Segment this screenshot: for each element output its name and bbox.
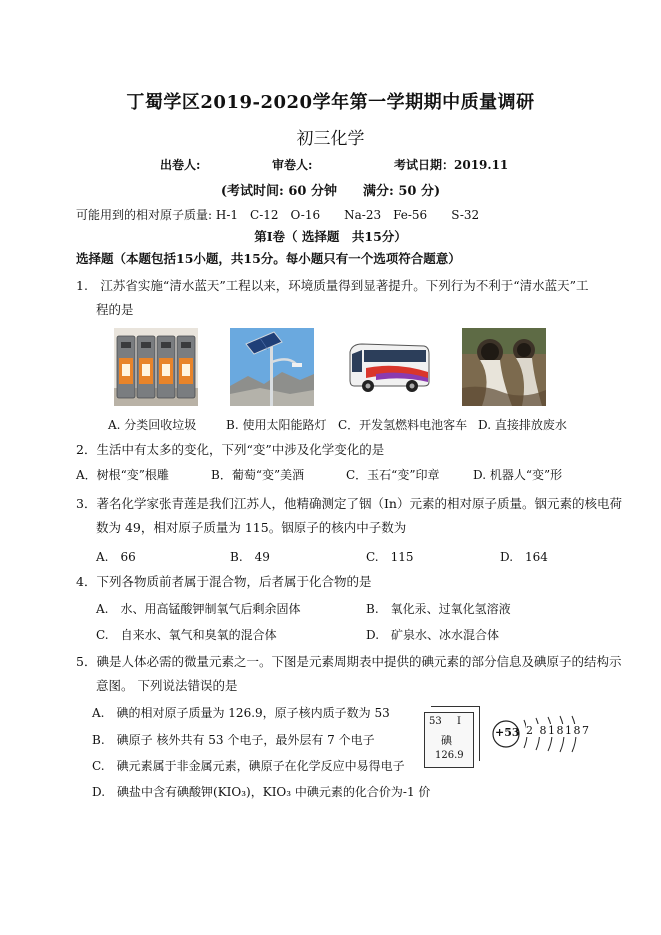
q3-stem-line2: 数为 49，相对原子质量为 115。铟原子的核内中子数为 [96,520,407,535]
q4-option-b: B. 氧化汞、过氧化氢溶液 [366,602,511,616]
element-name: 碘 [441,734,452,747]
q4-option-d: D. 矿泉水、冰水混合体 [366,628,500,642]
subject-title: 初三化学 [296,129,365,149]
q1-option-d: D. 直接排放废水 [478,418,567,432]
author-label: 出卷人: [160,158,201,172]
q5-option-c: C. 碘元素属于非金属元素，碘原子在化学反应中易得电子 [92,759,405,773]
q3-option-c: C. 115 [366,550,414,564]
atomic-mass: 126.9 [435,750,464,761]
section-instructions: 选择题（本题包括15小题，共15分。每小题只有一个选项符合题意） [76,251,461,266]
q2-option-b: B．葡萄“变”美酒 [211,468,305,482]
q2-option-a: A．树根“变”根雕 [76,468,169,482]
q3-option-b: B. 49 [230,550,270,564]
q4-option-a: A. 水、用高锰酸钾制氧气后剩余固体 [96,602,301,616]
q1-stem-line2: 程的是 [96,302,134,317]
solar-street-lamp-image [230,328,314,406]
q3-stem-line1: 3．著名化学家张青莲是我们江苏人，他精确测定了铟（In）元素的相对原子质量。铟元素的核电荷 [76,496,622,511]
q1-stem-line1: 1. 江苏省实施“清水蓝天”工程以来，环境质量得到显著提升。下列行为不利于“清水蓝天”工 [76,278,589,293]
q5-option-b: B. 碘原子 核外共有 53 个电子，最外层有 7 个电子 [92,733,375,747]
q5-option-a: A. 碘的相对原子质量为 126.9，原子核内质子数为 53 [92,706,390,720]
q2-option-c: C．玉石“变”印章 [346,468,440,482]
q5-stem-line2: 意图。 下列说法错误的是 [96,678,238,693]
element-symbol: I [457,716,461,727]
q5-stem-line1: 5．碘是人体必需的微量元素之一。下图是元素周期表中提供的碘元素的部分信息及碘原子的结构示 [76,654,622,669]
q5-option-d: D. 碘盐中含有碘酸钾(KIO₃)，KIO₃ 中碘元素的化合价为-1 价 [92,785,431,799]
electron-shells: 2 818187 [526,724,591,737]
iodine-element-card [424,712,474,768]
atomic-number: 53 [429,716,442,727]
exam-title: 丁蜀学区2019-2020学年第一学期期中质量调研 [126,92,535,113]
exam-date: 考试日期：2019.11 [394,158,509,172]
exam-info: (考试时间: 60 分钟 满分: 50 分) [220,184,441,199]
q1-option-c: C．开发氢燃料电池客车 [338,418,468,432]
iodine-atom-structure-diagram [492,712,591,756]
q4-option-c: C. 自来水、氧气和臭氧的混合体 [96,628,277,642]
q2-option-d: D. 机器人“变”形 [473,468,563,482]
hydrogen-fuel-bus-image [346,328,430,406]
q1-option-a: A. 分类回收垃圾 [108,418,197,432]
q3-option-d: D. 164 [500,550,548,564]
reviewer-label: 审卷人: [272,158,313,172]
recycling-bins-image [114,328,198,406]
atomic-masses: 可能用到的相对原子质量: H-1 C-12 O-16 Na-23 Fe-56 S-32 [76,208,480,222]
section-title: 第Ⅰ卷（ 选择题 共15分） [254,229,407,244]
q2-stem: 2．生活中有太多的变化，下列“变”中涉及化学变化的是 [76,442,385,457]
waste-water-discharge-image [462,328,546,406]
nucleus-charge: +53 [495,726,520,739]
q3-option-a: A. 66 [96,550,136,564]
q4-stem: 4．下列各物质前者属于混合物，后者属于化合物的是 [76,574,372,589]
q1-option-b: B. 使用太阳能路灯 [226,418,327,432]
